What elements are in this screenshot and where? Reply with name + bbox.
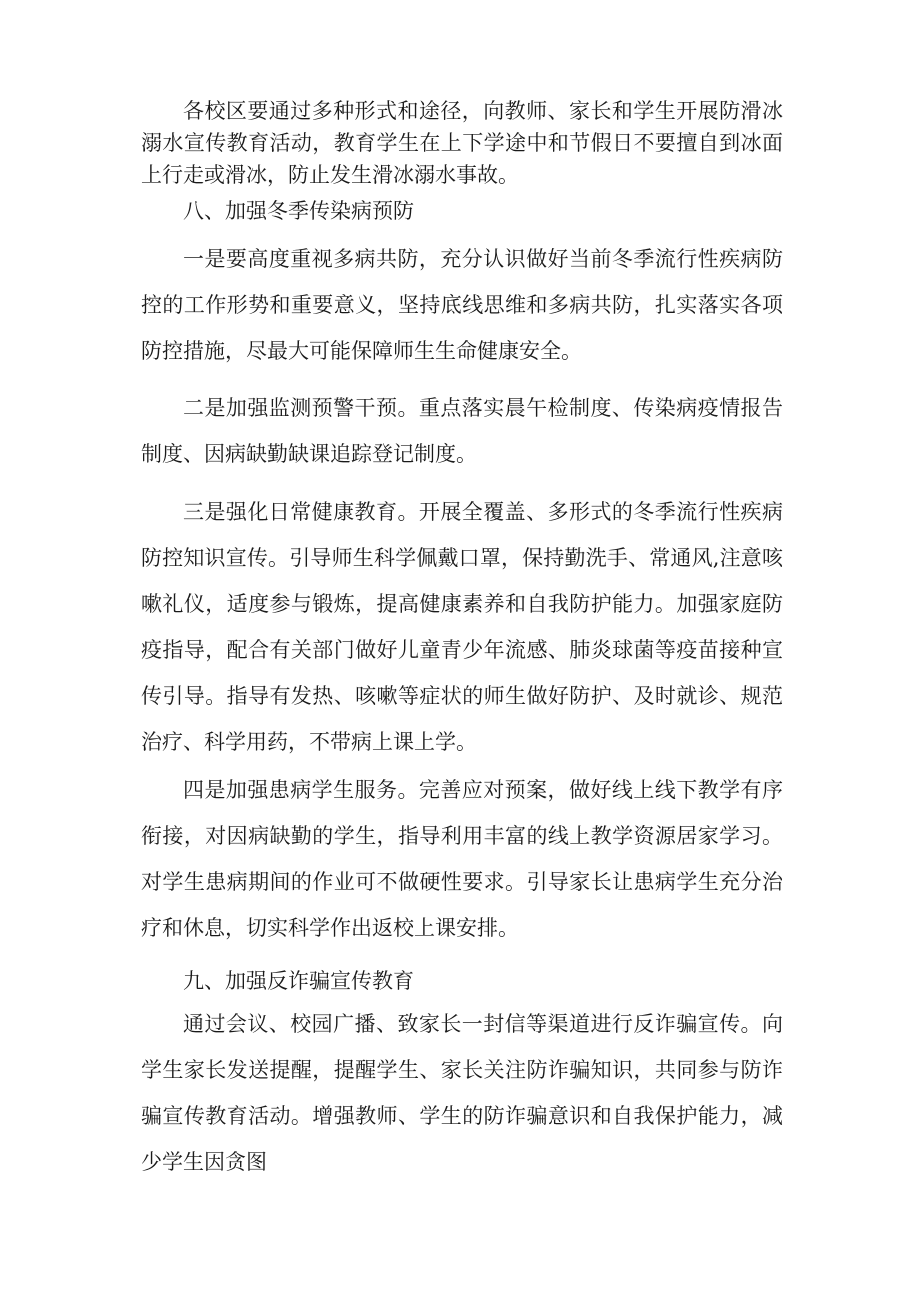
paragraph-health-education: 三是强化日常健康教育。开展全覆盖、多形式的冬季流行性疾病防控知识宣传。引导师生科学佩戴口罩，保持勤洗手、常通风,注意咳嗽礼仪，适度参与锻炼，提高健康素养和自我防护能力。加强家庭防疫指导，配合有关部门做好儿童青少年流感、肺炎球菌等疫苗接种宣传引导。指导有发热、咳嗽等症状的师生做好防护、及时就诊、规范治疗、科学用药，不带病上课上学。: [141, 500, 783, 754]
section-heading-9: 九、加强反诈骗宣传教育: [183, 969, 414, 993]
paragraph-sick-students: 四是加强患病学生服务。完善应对预案，做好线上线下教学有序衔接，对因病缺勤的学生，指导利用丰富的线上教学资源居家学习。对学生患病期间的作业可不做硬性要求。引导家长让患病学生充分治疗和休息，切实科学作出返校上课安排。: [141, 778, 783, 940]
paragraph-multi-disease: 一是要高度重视多病共防，充分认识做好当前冬季流行性疾病防控的工作形势和重要意义，坚持底线思维和多病共防，扎实落实各项防控措施，尽最大可能保障师生生命健康安全。: [141, 247, 783, 363]
section-heading-8: 八、加强冬季传染病预防: [183, 199, 414, 223]
paragraph-ice-safety: 各校区要通过多种形式和途径，向教师、家长和学生开展防滑冰溺水宣传教育活动，教育学生在上下学途中和节假日不要擅自到冰面上行走或滑冰，防止发生滑冰溺水事故。: [141, 99, 783, 187]
paragraph-anti-fraud: 通过会议、校园广播、致家长一封信等渠道进行反诈骗宣传。向学生家长发送提醒，提醒学生、家长关注防诈骗知识，共同参与防诈骗宣传教育活动。增强教师、学生的防诈骗意识和自我保护能力，减少学生因贪图: [141, 1012, 783, 1174]
paragraph-monitoring: 二是加强监测预警干预。重点落实晨午检制度、传染病疫情报告制度、因病缺勤缺课追踪登记制度。: [141, 396, 783, 466]
